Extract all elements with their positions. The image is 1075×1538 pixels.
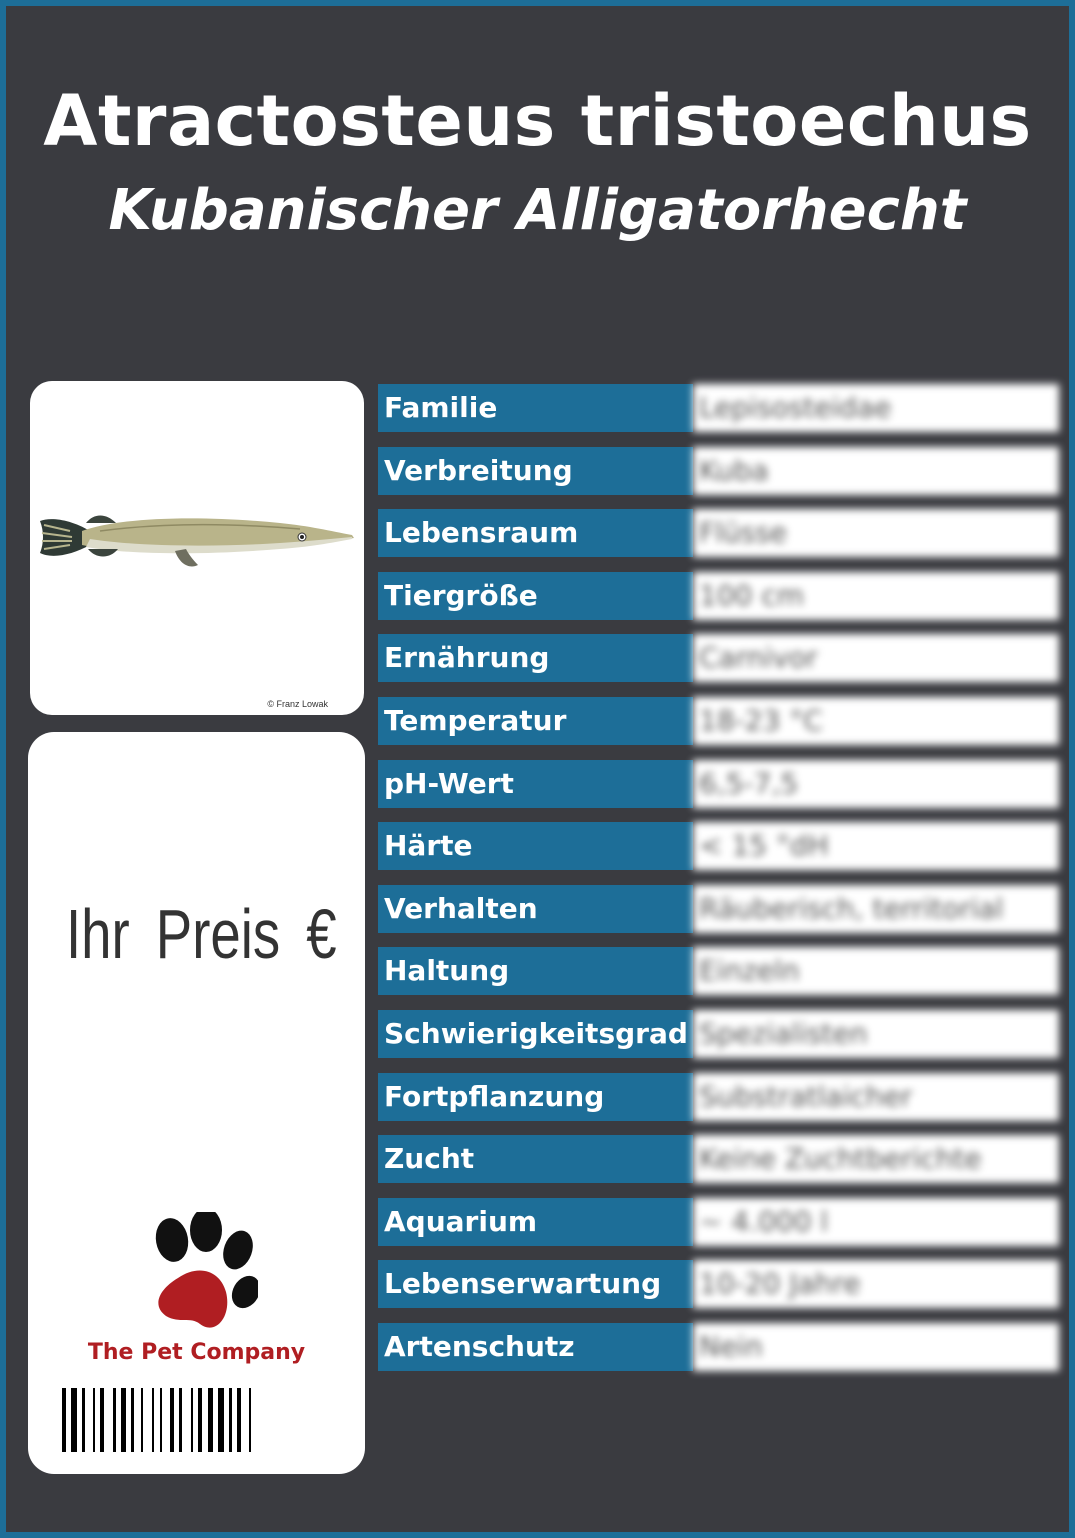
table-row: [378, 572, 1059, 620]
species-title: Atractosteus tristoechus: [43, 80, 1032, 162]
fact-value: 100 cm: [693, 572, 1059, 620]
fact-value: Flüsse: [693, 509, 1059, 557]
table-row: [378, 1323, 1059, 1371]
table-row: [378, 509, 1059, 557]
barcode-icon: [62, 1388, 338, 1452]
table-row: [378, 697, 1059, 745]
table-row: [378, 1010, 1059, 1058]
fact-value: 18-23 °C: [693, 697, 1059, 745]
fact-value: < 15 °dH: [693, 822, 1059, 870]
fact-label: Fortpflanzung: [378, 1073, 693, 1121]
table-row: [378, 634, 1059, 682]
fact-value: ~ 4.000 l: [693, 1198, 1059, 1246]
fact-value: Spezialisten: [693, 1010, 1059, 1058]
price-panel: [28, 732, 365, 1474]
photo-credit: © Franz Lowak: [267, 699, 328, 709]
table-row: [378, 822, 1059, 870]
fact-value: 10-20 Jahre: [693, 1260, 1059, 1308]
fact-label: Artenschutz: [378, 1323, 693, 1371]
species-photo: [30, 381, 364, 715]
table-row: [378, 1198, 1059, 1246]
fact-label: Tiergröße: [378, 572, 693, 620]
fact-value: Nein: [693, 1323, 1059, 1371]
price-label: Ihr Preis €: [66, 895, 337, 973]
fact-label: Verbreitung: [378, 447, 693, 495]
fish-photo: [30, 381, 364, 715]
fact-value: Kuba: [693, 447, 1059, 495]
table-row: [378, 447, 1059, 495]
company-name: The Pet Company: [87, 1340, 306, 1365]
table-row: [378, 1260, 1059, 1308]
species-common-name: Kubanischer Alligatorhecht: [108, 178, 967, 243]
fact-value: Substratlaicher: [693, 1073, 1059, 1121]
fact-value: Keine Zuchtberichte: [693, 1135, 1059, 1183]
fact-value: Räuberisch, territorial: [693, 885, 1059, 933]
fact-value: Carnivor: [693, 634, 1059, 682]
fact-label: Ernährung: [378, 634, 693, 682]
fact-label: Zucht: [378, 1135, 693, 1183]
fact-label: pH-Wert: [378, 760, 693, 808]
fact-label: Haltung: [378, 947, 693, 995]
fact-label: Lebensraum: [378, 509, 693, 557]
fact-label: Lebenserwartung: [378, 1260, 693, 1308]
fact-label: Härte: [378, 822, 693, 870]
fact-label: Verhalten: [378, 885, 693, 933]
table-row: [378, 1135, 1059, 1183]
fact-value: 6,5-7,5: [693, 760, 1059, 808]
fact-label: Aquarium: [378, 1198, 693, 1246]
paw-logo-icon: [138, 1212, 258, 1336]
fact-label: Schwierigkeitsgrad: [378, 1010, 693, 1058]
table-row: [378, 1073, 1059, 1121]
fact-label: Familie: [378, 384, 693, 432]
fact-label: Temperatur: [378, 697, 693, 745]
table-row: [378, 947, 1059, 995]
fact-value: Einzeln: [693, 947, 1059, 995]
table-row: [378, 885, 1059, 933]
table-row: [378, 760, 1059, 808]
table-row: [378, 384, 1059, 432]
fact-value: Lepisosteidae: [693, 384, 1059, 432]
